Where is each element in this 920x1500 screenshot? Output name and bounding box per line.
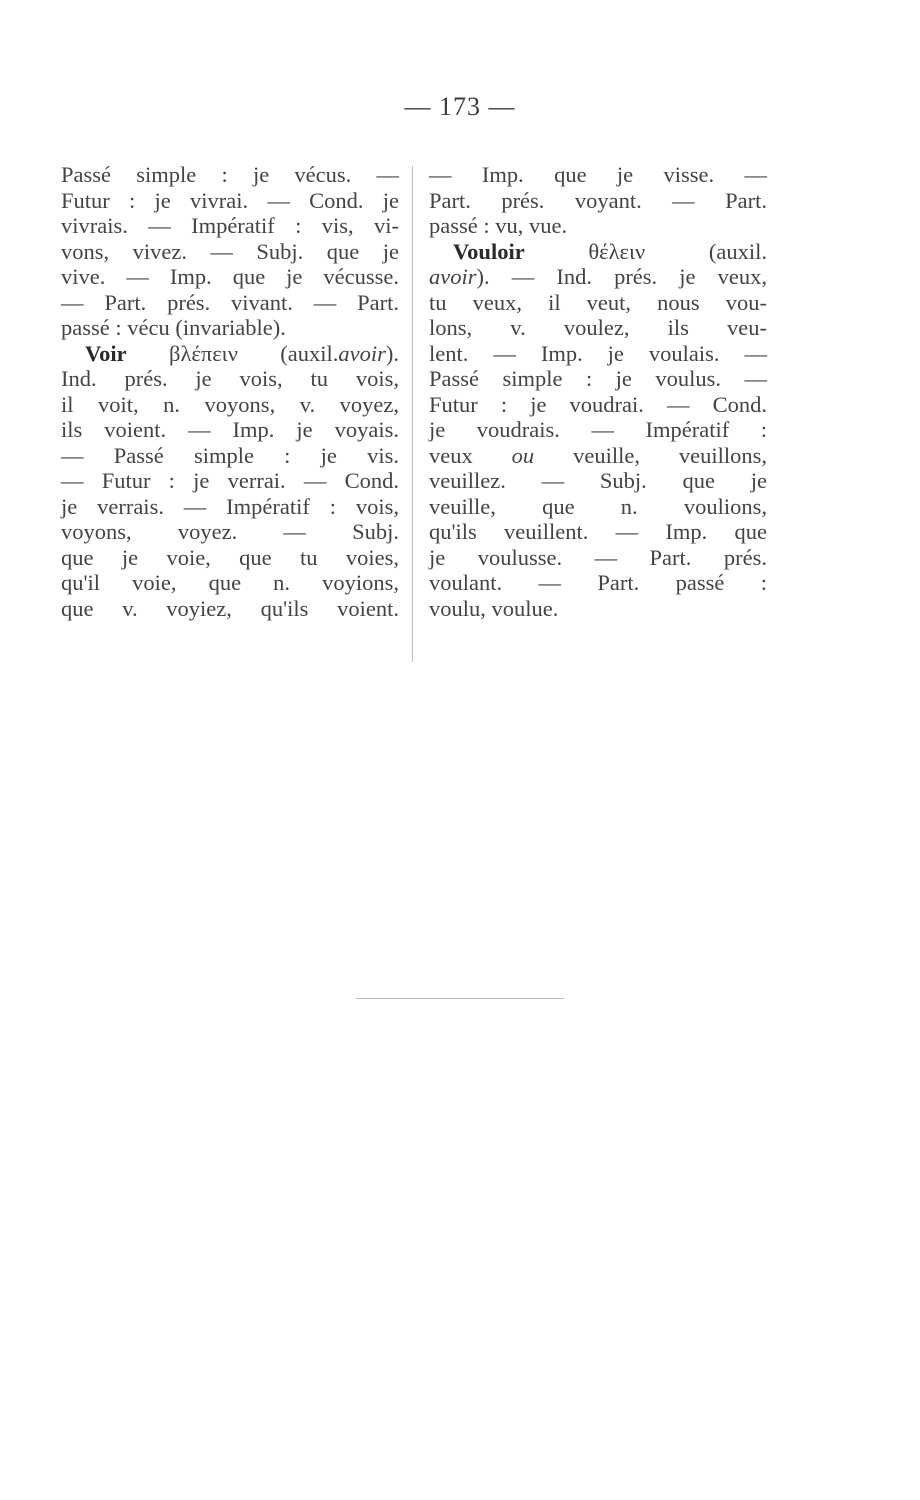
text-line: voulu, voulue. xyxy=(429,595,559,621)
aux-verb: avoir xyxy=(429,264,477,289)
text-line: Passé simple : je vécus. — xyxy=(61,162,399,187)
text-line: lons, v. voulez, ils veu- xyxy=(429,315,767,340)
aux-label: (auxil. xyxy=(708,238,768,264)
text-line: je verrais. — Impératif : vois, xyxy=(61,493,399,519)
text-line: lent. — Imp. je voulais. — xyxy=(429,340,767,366)
text-line: voyons, voyez. — Subj. xyxy=(61,519,399,544)
text-line: passé : vécu (invariable). xyxy=(61,315,286,340)
text-line: vive. — Imp. que je vécusse. xyxy=(61,264,399,289)
text-line: veuillez. — Subj. que je xyxy=(429,468,767,493)
aux-label: (auxil. xyxy=(280,340,339,366)
text-line: il voit, n. voyons, v. voyez, xyxy=(61,391,399,417)
aux-verb: avoir xyxy=(338,340,386,366)
text-line xyxy=(429,443,767,469)
text-line: tu veux, il veut, nous vou- xyxy=(429,289,767,315)
text-line: qu'ils veuillent. — Imp. que xyxy=(429,519,767,544)
left-column xyxy=(61,162,399,621)
text-line: vons, vivez. — Subj. que je xyxy=(61,238,399,264)
text-line: — Futur : je verrai. — Cond. xyxy=(61,468,399,493)
text-line: je voudrais. — Impératif : xyxy=(429,417,767,442)
text-line xyxy=(429,264,767,290)
veuille-or: ou xyxy=(511,442,535,468)
section-rule xyxy=(356,998,564,999)
text-line: Futur : je voudrai. — Cond. xyxy=(429,391,767,417)
text-line: — Imp. que je visse. — xyxy=(429,162,767,187)
right-column xyxy=(429,162,767,621)
page-number: — 173 — xyxy=(404,92,516,121)
greek-voir: βλέπειν xyxy=(169,340,238,366)
text-line: ils voient. — Imp. je voyais. xyxy=(61,417,399,442)
greek-vouloir: θέλειν xyxy=(588,238,646,264)
text-line: je voulusse. — Part. prés. xyxy=(429,544,767,570)
text-line: — Passé simple : je vis. xyxy=(61,442,399,468)
veuille-pre: veux xyxy=(429,442,473,468)
text-line: qu'il voie, que n. voyions, xyxy=(61,570,399,595)
aux-close: ). xyxy=(385,340,399,366)
text-line: Passé simple : je voulus. — xyxy=(429,366,767,391)
text-line: Part. prés. voyant. — Part. xyxy=(429,187,767,213)
veuille-post: veuille, veuillons, xyxy=(573,442,767,468)
text-line: passé : vu, vue. xyxy=(429,213,568,238)
text-line: vivrais. — Impératif : vis, vi- xyxy=(61,213,399,238)
text-line: veuille, que n. voulions, xyxy=(429,493,767,519)
voir-entry-heading xyxy=(61,341,399,367)
text-line: — Part. prés. vivant. — Part. xyxy=(61,289,399,315)
text-line: que v. voyiez, qu'ils voient. xyxy=(61,595,399,621)
aux-close: ). — Ind. prés. je veux, xyxy=(476,264,767,289)
text-line: voulant. — Part. passé : xyxy=(429,570,767,595)
column-divider xyxy=(412,166,413,662)
text-line: Futur : je vivrai. — Cond. je xyxy=(61,187,399,213)
vouloir-entry-heading xyxy=(429,239,767,265)
verb-heading-vouloir: Vouloir xyxy=(453,238,525,264)
text-line: Ind. prés. je vois, tu vois, xyxy=(61,366,399,391)
text-line: que je voie, que tu voies, xyxy=(61,544,399,570)
verb-heading-voir: Voir xyxy=(85,340,127,366)
